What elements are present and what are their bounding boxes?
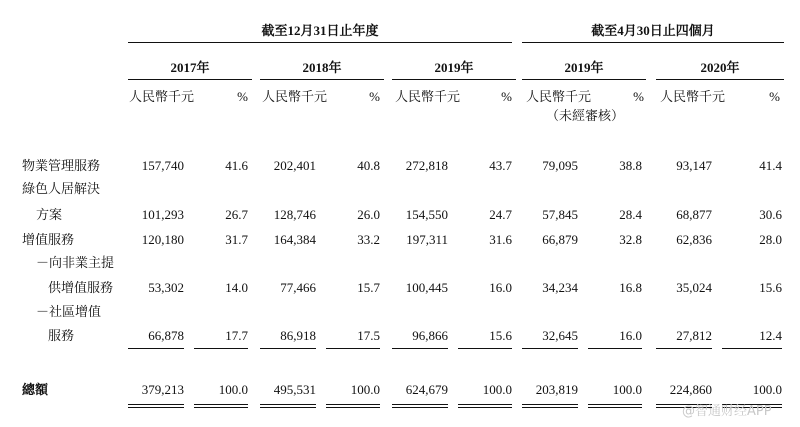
percent-cell: 41.4 [759,158,782,173]
amount-cell: 164,384 [273,232,316,247]
amount-cell: 100,445 [405,280,448,295]
percent-cell: 100.0 [350,382,380,397]
percent-cell: 100.0 [482,382,512,397]
year-rule [260,79,384,80]
row-label-property-management: 物業管理服務 [22,158,101,173]
unit-header: 人民幣千元 [526,89,592,104]
percent-header: % [633,89,644,104]
row-label-community-cont: 服務 [48,328,75,343]
header-rule-year-end [128,42,512,43]
total-double-rule [392,404,448,408]
total-double-rule [326,404,380,408]
percent-cell: 14.0 [225,280,248,295]
unaudited-note: （未經審核） [546,108,625,123]
year-rule [128,79,252,80]
year-header-2018: 2018年 [302,60,342,75]
percent-cell: 100.0 [752,382,782,397]
percent-header: % [769,89,780,104]
amount-cell: 32,645 [542,328,578,343]
amount-cell: 77,466 [280,280,316,295]
year-rule [522,79,646,80]
percent-cell: 30.6 [759,207,782,222]
unit-header: 人民幣千元 [262,89,328,104]
amount-cell: 93,147 [676,158,712,173]
amount-cell: 224,860 [669,382,712,397]
percent-cell: 41.6 [225,158,248,173]
percent-cell: 12.4 [759,328,782,343]
row-label-green-living-cont: 方案 [36,207,63,222]
percent-header: % [501,89,512,104]
percent-cell: 38.8 [619,158,642,173]
total-double-rule [128,404,184,408]
amount-cell: 57,845 [542,207,578,222]
amount-cell: 53,302 [148,280,184,295]
subtotal-rule [588,348,642,349]
unit-header: 人民幣千元 [129,89,195,104]
year-header-2019-interim: 2019年 [564,60,604,75]
percent-cell: 40.8 [357,158,380,173]
amount-cell: 27,812 [676,328,712,343]
year-rule [392,79,516,80]
percent-cell: 26.0 [357,207,380,222]
total-double-rule [588,404,642,408]
year-header-2019: 2019年 [434,60,474,75]
subtotal-rule [128,348,184,349]
amount-cell: 86,918 [280,328,316,343]
total-double-rule [458,404,512,408]
amount-cell: 154,550 [405,207,448,222]
amount-cell: 96,866 [412,328,448,343]
percent-cell: 24.7 [489,207,512,222]
amount-cell: 79,095 [542,158,578,173]
amount-cell: 157,740 [141,158,184,173]
percent-cell: 16.0 [489,280,512,295]
amount-cell: 272,818 [405,158,448,173]
percent-cell: 100.0 [218,382,248,397]
percent-cell: 17.5 [357,328,380,343]
amount-cell: 203,819 [535,382,578,397]
percent-cell: 15.6 [759,280,782,295]
row-label-community: －社區增值 [36,304,102,319]
percent-cell: 28.4 [619,207,642,222]
amount-cell: 66,879 [542,232,578,247]
amount-cell: 68,877 [676,207,712,222]
percent-cell: 32.8 [619,232,642,247]
percent-cell: 17.7 [225,328,248,343]
amount-cell: 197,311 [406,232,448,247]
amount-cell: 624,679 [405,382,448,397]
unit-header: 人民幣千元 [660,89,726,104]
amount-cell: 128,746 [273,207,316,222]
amount-cell: 62,836 [676,232,712,247]
subtotal-rule [458,348,512,349]
subtotal-rule [260,348,316,349]
total-double-rule [194,404,248,408]
row-label-non-owner-cont: 供增值服務 [48,280,114,295]
row-label-non-owner: －向非業主提 [36,255,115,270]
subtotal-rule [522,348,578,349]
subtotal-rule [722,348,782,349]
header-year-end: 截至12月31日止年度 [261,23,379,38]
year-header-2020: 2020年 [700,60,740,75]
total-double-rule [522,404,578,408]
amount-cell: 66,878 [148,328,184,343]
percent-cell: 33.2 [357,232,380,247]
percent-cell: 16.0 [619,328,642,343]
percent-cell: 15.7 [357,280,380,295]
amount-cell: 101,293 [141,207,184,222]
total-double-rule [260,404,316,408]
subtotal-rule [326,348,380,349]
percent-header: % [237,89,248,104]
year-rule [656,79,784,80]
percent-cell: 15.6 [489,328,512,343]
subtotal-rule [656,348,712,349]
year-header-2017: 2017年 [170,60,210,75]
unit-header: 人民幣千元 [395,89,461,104]
subtotal-rule [194,348,248,349]
amount-cell: 379,213 [141,382,184,397]
amount-cell: 34,234 [542,280,578,295]
percent-cell: 26.7 [225,207,248,222]
percent-cell: 43.7 [489,158,512,173]
row-label-value-added: 增值服務 [22,232,75,247]
header-rule-four-months [522,42,784,43]
amount-cell: 495,531 [273,382,316,397]
row-label-green-living: 綠色人居解決 [22,181,101,196]
subtotal-rule [392,348,448,349]
amount-cell: 120,180 [141,232,184,247]
amount-cell: 202,401 [273,158,316,173]
percent-cell: 31.7 [225,232,248,247]
percent-cell: 100.0 [612,382,642,397]
watermark-text: @智通财经APP [682,404,772,419]
percent-cell: 28.0 [759,232,782,247]
percent-cell: 31.6 [489,232,512,247]
header-four-months: 截至4月30日止四個月 [591,23,715,38]
amount-cell: 35,024 [676,280,712,295]
percent-header: % [369,89,380,104]
percent-cell: 16.8 [619,280,642,295]
row-label-total: 總額 [22,382,49,397]
